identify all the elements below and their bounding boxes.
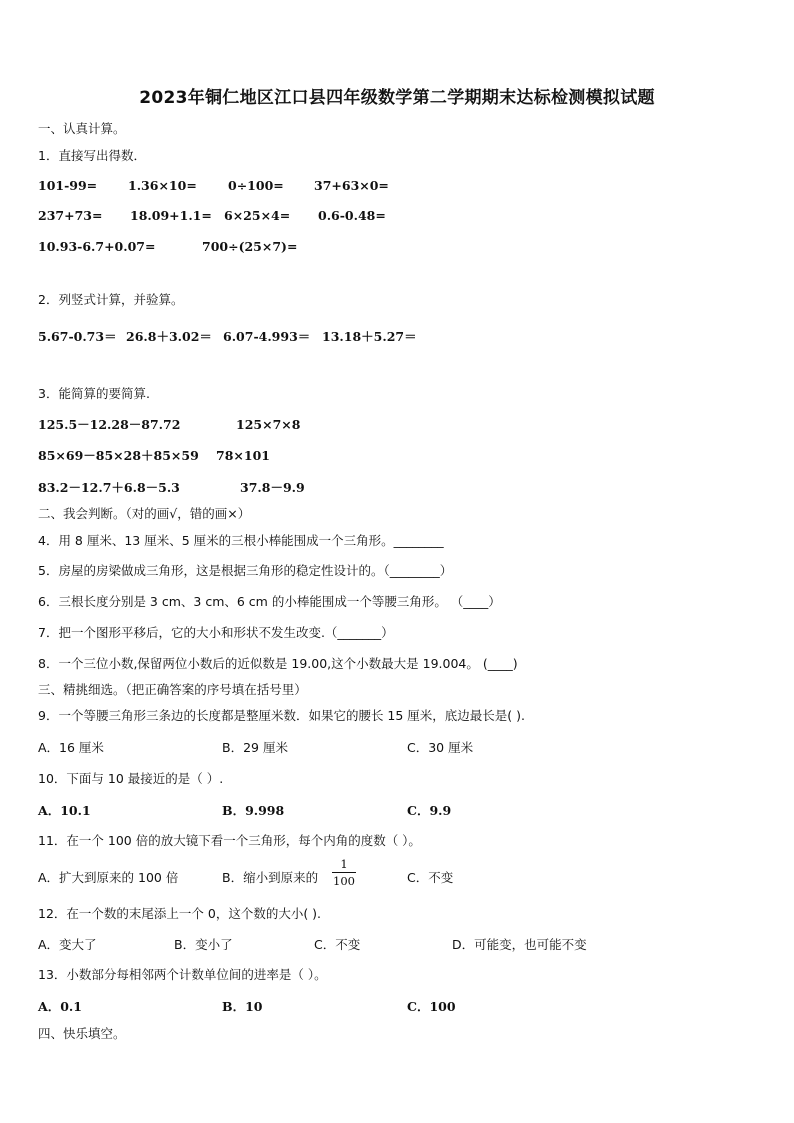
q1-item: 37+63×0= [314, 178, 389, 193]
q1-item: 1.36×10= [128, 178, 197, 193]
option-c: C．不变 [407, 870, 454, 885]
question-stem: 9．一个等腰三角形三条边的长度都是整厘米数．如果它的腰长 15 厘米，底边最长是( ). [38, 708, 526, 723]
q2-label: 2．列竖式计算，并验算。 [38, 292, 184, 307]
section3-heading: 三、精挑细选。（把正确答案的序号填在括号里） [38, 682, 307, 697]
q1-item: 10.93-6.7+0.07= [38, 239, 156, 254]
option-b: B．29 厘米 [222, 740, 288, 755]
q3-item: 125.5－12.28－87.72 [38, 417, 181, 432]
section2-heading: 二、我会判断。（对的画√，错的画×） [38, 506, 251, 521]
judge-item: 6．三根长度分别是 3 cm、3 cm、6 cm 的小棒能围成一个等腰三角形。 （____） [38, 594, 501, 609]
q2-item: 6.07-4.993＝ [223, 329, 311, 344]
option-b: B．缩小到原来的 [222, 870, 319, 885]
q1-item: 0÷100= [228, 178, 284, 193]
fraction-numerator: 1 [340, 857, 348, 871]
q3-item: 85×69－85×28＋85×59 [38, 448, 199, 463]
q2-item: 5.67-0.73＝ [38, 329, 117, 344]
judge-item: 4．用 8 厘米、13 厘米、5 厘米的三根小棒能围成一个三角形。________ [38, 533, 444, 548]
option-a: A．扩大到原来的 100 倍 [38, 870, 179, 885]
question-stem: 12．在一个数的末尾添上一个 0，这个数的大小( ). [38, 906, 322, 921]
fraction-bar [332, 872, 356, 873]
judge-item: 8．一个三位小数,保留两位小数后的近似数是 19.00,这个小数最大是 19.004。 (____) [38, 656, 518, 671]
section4-heading: 四、快乐填空。 [38, 1026, 126, 1041]
option-a: A．变大了 [38, 937, 97, 952]
question-stem: 11．在一个 100 倍的放大镜下看一个三角形，每个内角的度数（ ）。 [38, 833, 421, 848]
question-stem: 10．下面与 10 最接近的是（ ）. [38, 771, 224, 786]
q1-item: 237+73= [38, 208, 103, 223]
q1-label: 1．直接写出得数． [38, 148, 146, 163]
q3-item: 83.2－12.7＋6.8－5.3 [38, 480, 180, 495]
q3-item: 125×7×8 [236, 417, 301, 432]
judge-item: 7．把一个图形平移后，它的大小和形状不发生改变.（_______） [38, 625, 394, 640]
option-b: B．9.998 [222, 803, 285, 818]
judge-item: 5．房屋的房梁做成三角形，这是根据三角形的稳定性设计的。（________） [38, 563, 453, 578]
q2-item: 13.18＋5.27＝ [322, 329, 417, 344]
option-c: C．9.9 [407, 803, 452, 818]
q1-item: 18.09+1.1= [130, 208, 212, 223]
option-a: A．0.1 [38, 999, 82, 1014]
q3-label: 3．能简算的要简算. [38, 386, 150, 401]
option-a: A．16 厘米 [38, 740, 104, 755]
fraction-one-hundredth [332, 857, 356, 888]
option-b: B．10 [222, 999, 263, 1014]
option-c: C．100 [407, 999, 456, 1014]
page-title: 2023年铜仁地区江口县四年级数学第二学期期末达标检测模拟试题 [139, 88, 655, 108]
q1-item: 6×25×4= [224, 208, 291, 223]
q1-item: 101-99= [38, 178, 98, 193]
option-c: C．不变 [314, 937, 361, 952]
q3-item: 37.8－9.9 [240, 480, 305, 495]
q2-item: 26.8＋3.02＝ [126, 329, 212, 344]
option-c: C．30 厘米 [407, 740, 474, 755]
option-d: D．可能变，也可能不变 [452, 937, 587, 952]
fraction-denominator: 100 [333, 874, 355, 888]
q1-item: 700÷(25×7)= [202, 239, 298, 254]
option-a: A．10.1 [38, 803, 91, 818]
option-b: B．变小了 [174, 937, 233, 952]
q1-item: 0.6-0.48= [318, 208, 386, 223]
q3-item: 78×101 [216, 448, 270, 463]
section1-heading: 一、认真计算。 [38, 121, 126, 136]
question-stem: 13．小数部分每相邻两个计数单位间的进率是（ ）。 [38, 967, 327, 982]
